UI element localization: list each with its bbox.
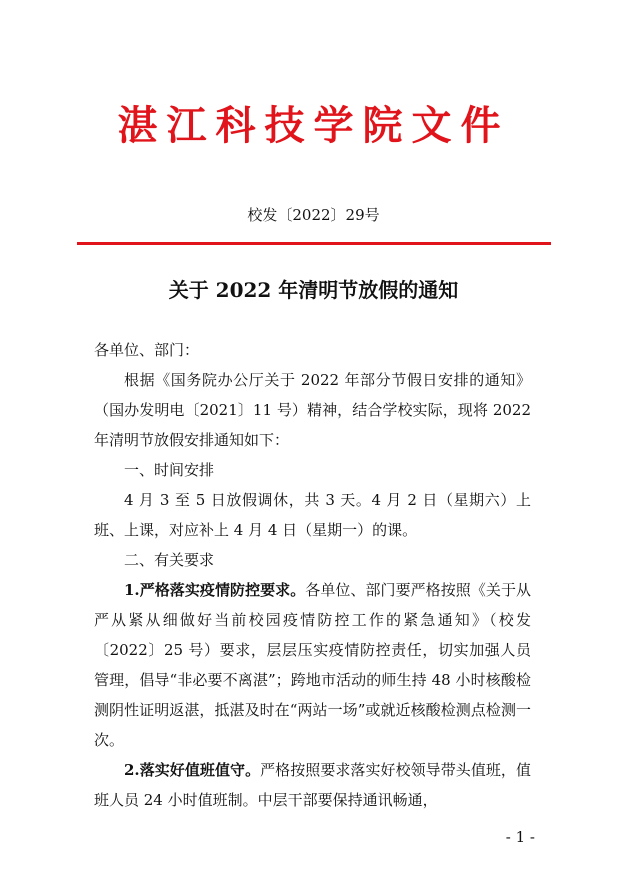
time-arrangement-paragraph: 4 月 3 至 5 日放假调休，共 3 天。4 月 2 日（星期六）上班、上课，对应补上 4 月 4 日（星期一）的课。 xyxy=(94,491,531,539)
notice-title: 关于 2022 年清明节放假的通知 xyxy=(168,278,459,302)
intro-paragraph: 根据《国务院办公厅关于 2022 年部分节假日安排的通知》（国办发明电〔2021〕11 号）精神，结合学校实际，现将 2022 年清明节放假安排通知如下： xyxy=(94,371,531,449)
requirement-item-2-lead: 2.落实好值班值守。 xyxy=(124,761,261,779)
section-heading-requirements: 二、有关要求 xyxy=(124,551,215,569)
org-masthead: 湛江科技学院文件 xyxy=(117,102,510,149)
notice-body xyxy=(94,335,531,815)
red-divider-line xyxy=(77,242,551,245)
page-number: - 1 - xyxy=(505,828,535,846)
requirement-item-1-text: 各单位、部门要严格按照《关于从严从紧从细做好当前校园疫情防控工作的紧急通知》（校发〔2022〕25 号）要求，层层压实疫情防控责任，切实加强人员管理，倡导“非必要不离湛”；跨地市活动的师生持 48 小时核酸检测阴性证明返湛，抵湛及时在“两站一场”或就近核酸检测点检测一次。 xyxy=(94,581,531,749)
requirement-item-2 xyxy=(94,755,531,815)
requirement-item-2-text: 严格按照要求落实好校领导带头值班，值班人员 24 小时值班制。中层干部要保持通讯畅通， xyxy=(94,761,531,809)
document-number: 校发〔2022〕29号 xyxy=(247,206,380,224)
salutation: 各单位、部门： xyxy=(94,341,200,359)
requirement-item-1-lead: 1.严格落实疫情防控要求。 xyxy=(124,581,306,599)
section-heading-time: 一、时间安排 xyxy=(124,461,215,479)
requirement-item-1 xyxy=(94,575,531,755)
